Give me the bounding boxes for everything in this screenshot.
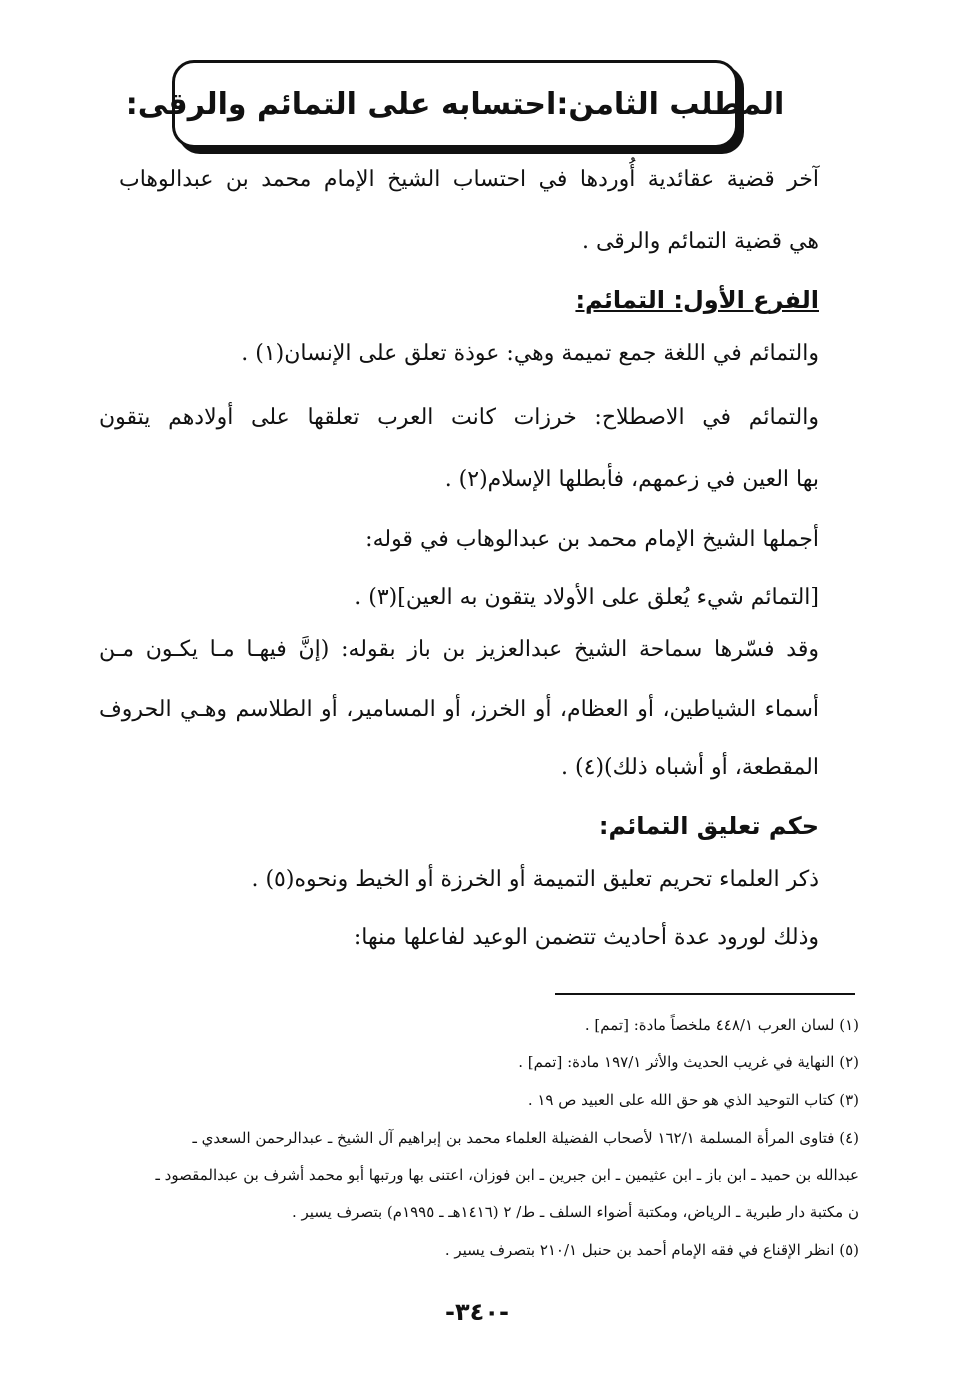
title-frame — [125, 60, 785, 148]
paragraph-summary: أجملها الشيخ الإمام محمد بن عبدالوهاب في قوله: — [365, 527, 819, 552]
intro-line-1: آخر قضية عقائدية أُوردها في احتساب الشيخ الإمام محمد بن عبدالوهاب — [119, 167, 819, 192]
footnote-1: (١) لسان العرب ٤٤٨/١ ملخصاً مادة: [تمم] . — [584, 1016, 859, 1034]
footnote-4-line-3: ن مكتبة دار طبرية ـ الرياض، ومكتبة أضواء السلف ـ ط/ ٢ (١٤١٦هـ ـ ١٩٩٥م) بتصرف يسير . — [291, 1203, 859, 1221]
paragraph-technical-definition-line-2: بها العين في زعمهم، فأبطلها الإسلام(٢) . — [444, 467, 819, 492]
footnote-5: (٥) انظر الإقناع في فقه الإمام أحمد بن حنبل ٢١٠/١ بتصرف يسير . — [444, 1241, 859, 1259]
page-title: المطلب الثامن:احتسابه على التمائم والرقى: — [125, 86, 785, 122]
page-number: -٣٤٠- — [445, 1298, 509, 1326]
footnote-4-line-2: عبدالله بن حميد ـ ابن باز ـ ابن عثيمين ـ ابن جبرين ـ ابن فوزان، اعتنى بها ورتبها أبو محمد أشرف بن عبدالمقصود ـ — [155, 1166, 859, 1184]
paragraph-ibn-baz-line-2: أسماء الشياطين، أو العظام، أو الخرز، أو المسامير، أو الطلاسم وهـي الحروف — [99, 697, 819, 722]
footnote-2: (٢) النهاية في غريب الحديث والأثر ١٩٧/١ مادة: [تمم] . — [518, 1053, 859, 1071]
footnote-4-line-1: (٤) فتاوى المرأة المسلمة ١٦٢/١ لأصحاب الفضيلة العلماء محمد بن إبراهيم آل الشيخ ـ عبدالرحمن السعدي ـ — [192, 1129, 859, 1147]
footnote-3: (٣) كتاب التوحيد الذي هو حق الله على العبيد ص ١٩ . — [527, 1091, 859, 1109]
paragraph-technical-definition-line-1: والتمائم في الاصطلاح: خرزات كانت العرب تعلقها على أولادهم يتقون — [99, 405, 819, 430]
paragraph-ibn-baz-line-3: المقطعة، أو أشباه ذلك)(٤) . — [561, 755, 819, 780]
paragraph-ibn-baz-line-1: وقد فسّرها سماحة الشيخ عبدالعزيز بن باز بقوله: (إنَّ فيهـا مـا يكـون مـن — [99, 637, 819, 662]
intro-line-2: هي قضية التمائم والرقى . — [581, 229, 819, 254]
paragraph-quote: [التمائم شيء يُعلق على الأولاد يتقون به العين](٣) . — [354, 585, 819, 610]
paragraph-ruling: ذكر العلماء تحريم تعليق التميمة أو الخرزة أو الخيط ونحوه(٥) . — [251, 867, 819, 892]
section-heading-ruling: حكم تعليق التمائم: — [598, 812, 819, 840]
paragraph-hadiths: وذلك لورود عدة أحاديث تتضمن الوعيد لفاعلها منها: — [353, 925, 819, 950]
section-heading-amulets: الفرع الأول: التمائم: — [575, 286, 819, 314]
footnote-separator — [555, 993, 855, 995]
paragraph-lexical-definition: والتمائم في اللغة جمع تميمة وهي: عوذة تعلق على الإنسان(١) . — [241, 341, 819, 366]
